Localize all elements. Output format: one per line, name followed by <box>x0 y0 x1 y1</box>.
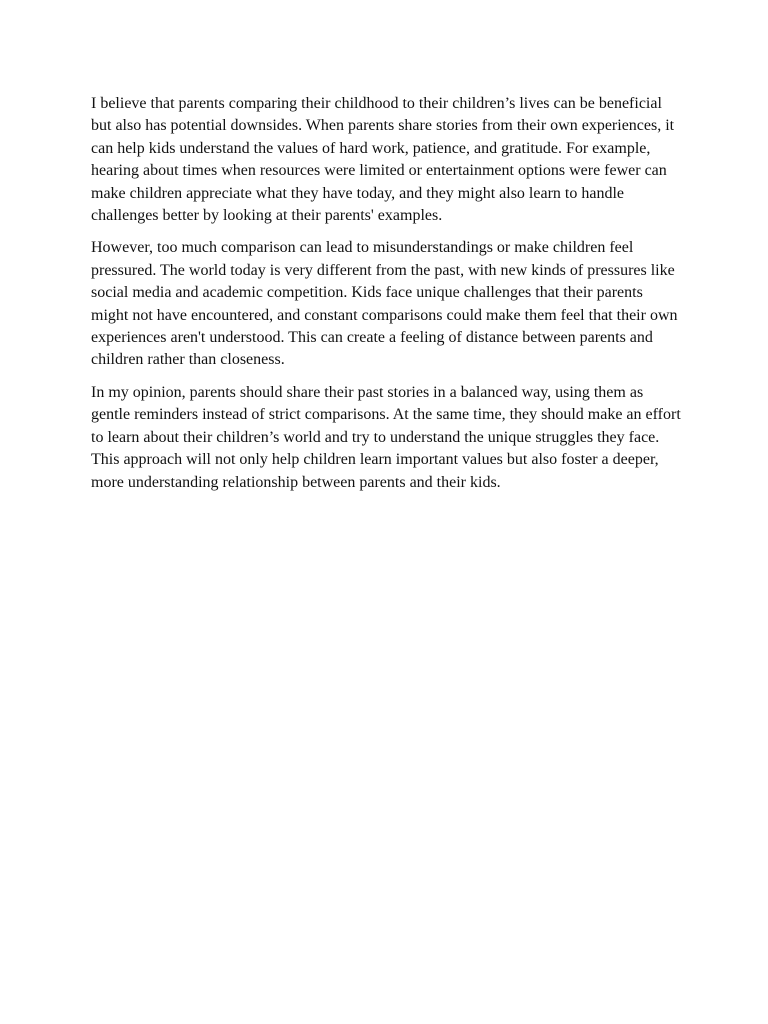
paragraph-2: However, too much comparison can lead to misunderstandings or make children feel pressured. The world today is very different from the past, with new kinds of pressures like social media and academic competition. Kids face unique challenges that their parents might not have encountered, and constant comparisons could make them feel that their own experiences aren't understood. This can create a feeling of distance between parents and children rather than closeness. <box>91 239 678 369</box>
paragraph-3: In my opinion, parents should share their past stories in a balanced way, using them as gentle reminders instead of strict comparisons. At the same time, they should make an effort to learn about their children’s world and try to understand the unique struggles they face. This approach will not only help children learn important values but also foster a deeper, more understanding relationship between parents and their kids. <box>91 383 681 491</box>
paragraph-1: I believe that parents comparing their childhood to their children’s lives can be beneficial but also has potential downsides. When parents share stories from their own experiences, it can help kids understand the values of hard work, patience, and gratitude. For example, hearing about times when resources were limited or entertainment options were fewer can make children appreciate what they have today, and they might also learn to handle challenges better by looking at their parents' examples. <box>91 95 675 225</box>
document-body <box>91 93 681 504</box>
